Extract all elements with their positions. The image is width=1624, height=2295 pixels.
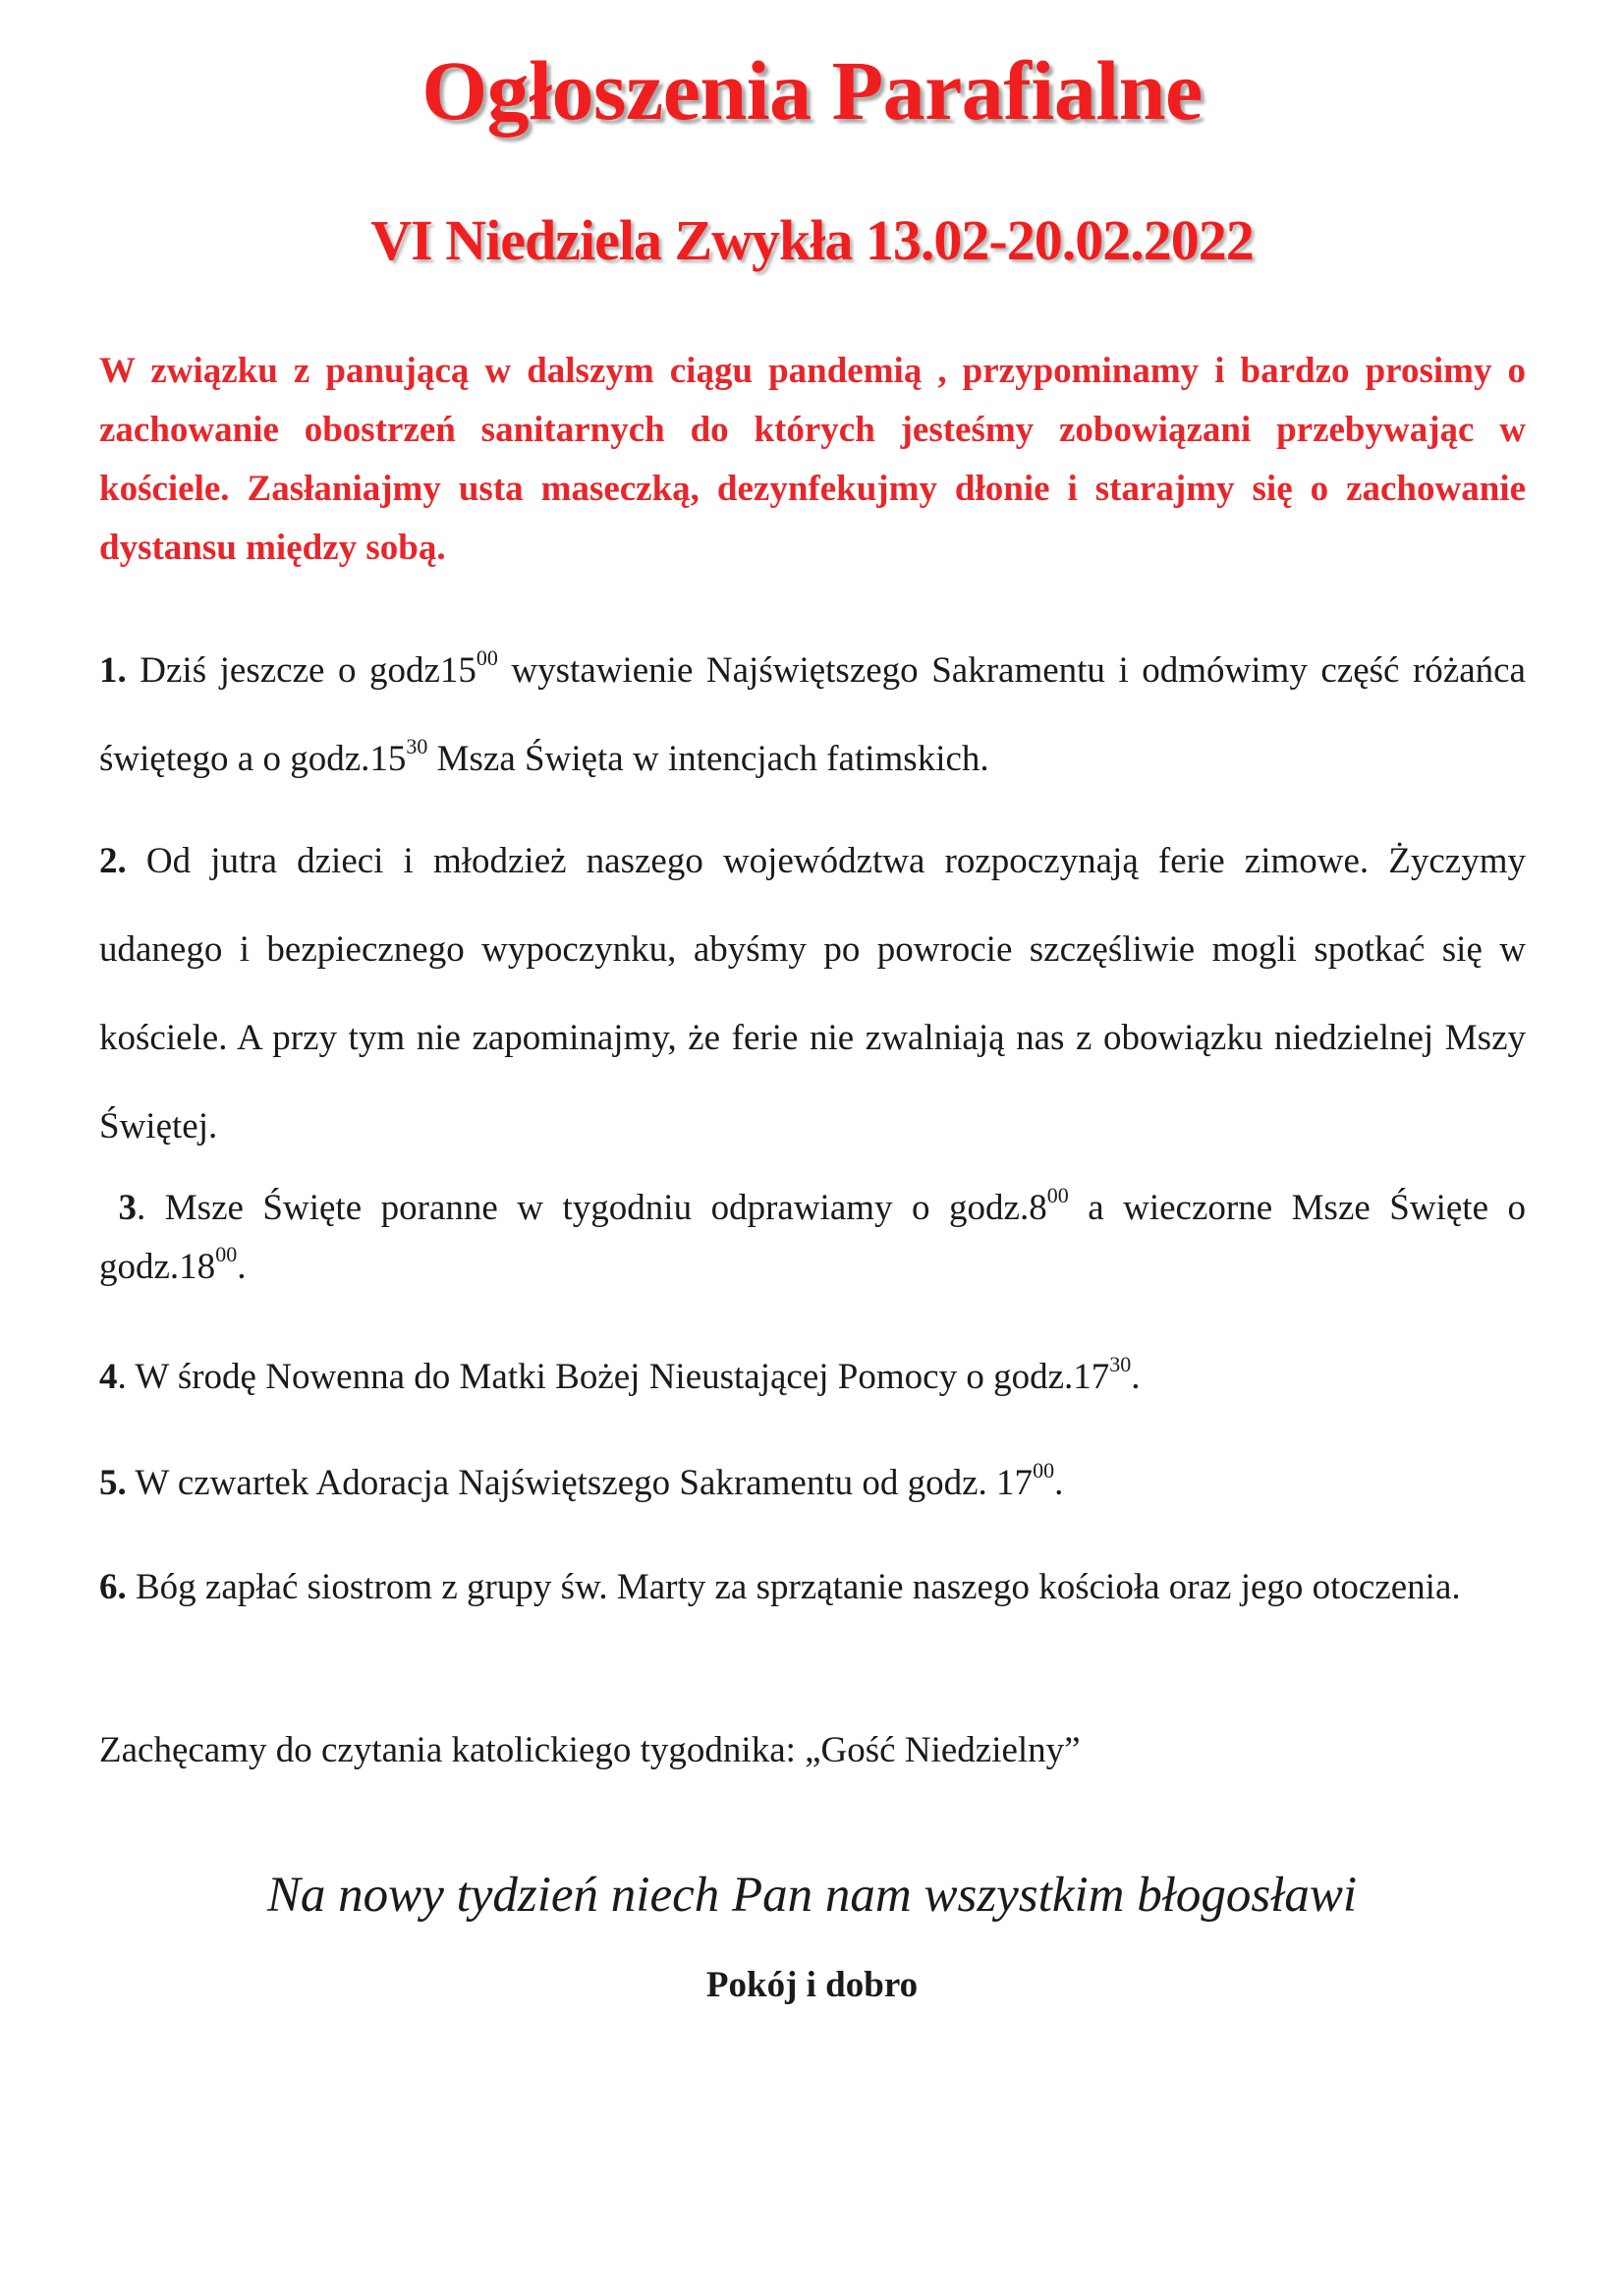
item-text: W czwartek Adoracja Najświętszego Sakramentu od godz. 17: [126, 1463, 1034, 1503]
item-number: 4: [99, 1357, 118, 1397]
time-minutes: 30: [406, 733, 428, 758]
item-text: a wieczorne Msze Święte o godz.18: [99, 1188, 1526, 1287]
pandemic-warning: W związku z panującą w dalszym ciągu pandemią , przypominamy i bardzo prosimy o zachowanie obostrzeń sanitarnych do których jesteśmy zobowiązani przebywając w kościele. Zasłaniajmy usta maseczką, dezynfekujmy dłonie i starajmy się o zachowanie dystansu między sobą.: [99, 351, 1526, 568]
item-text: .: [1054, 1463, 1064, 1503]
item-text: wystawienie Najświętszego Sakramentu i odmówimy część różańca świętego a o godz.15: [99, 650, 1526, 779]
announcement-item-1: [99, 627, 1526, 804]
time-minutes: 30: [1109, 1351, 1132, 1376]
item-text: Dziś jeszcze o godz15: [126, 650, 476, 691]
blessing-text: Na nowy tydzień niech Pan nam wszystkim błogosławi: [266, 1868, 1358, 1923]
item-number: 5.: [99, 1463, 127, 1503]
page-title: Ogłoszenia Parafialne: [421, 43, 1203, 138]
item-text: Od jutra dzieci i młodzież naszego województwa rozpoczynają ferie zimowe. Życzymy udanego i bezpiecznego wypoczynku, abyśmy po powrocie szczęśliwie mogli spotkać się w kościele. A przy tym nie zapominajmy, że ferie nie zwalniają nas z obowiązku niedzielnej Mszy Świętej.: [99, 841, 1526, 1147]
newspaper-invitation: Zachęcamy do czytania katolickiego tygodnika: „Gość Niedzielny”: [99, 1730, 1081, 1770]
page-subtitle: VI Niedziela Zwykła 13.02-20.02.2022: [370, 208, 1254, 272]
item-text: . Msze Święte poranne w tygodniu odprawiamy o godz.8: [137, 1188, 1047, 1228]
item-number: 2.: [99, 841, 127, 881]
item-text: .: [1131, 1357, 1141, 1397]
announcement-item-2: [99, 817, 1526, 1171]
time-minutes: 00: [215, 1241, 238, 1266]
item-text: Bóg zapłać siostrom z grupy św. Marty za sprzątanie naszego kościoła oraz jego otoczenia.: [126, 1567, 1461, 1607]
announcement-item-3: [99, 1179, 1526, 1297]
item-text: .: [237, 1247, 247, 1287]
item-text: Msza Święta w intencjach fatimskich.: [427, 739, 989, 779]
closing-text: Pokój i dobro: [705, 1965, 919, 2005]
item-number: 1.: [99, 650, 127, 691]
time-minutes: 00: [476, 644, 498, 670]
announcement-item-4: [99, 1348, 1526, 1407]
time-minutes: 00: [1033, 1457, 1055, 1483]
item-number: 6.: [99, 1567, 127, 1607]
announcement-item-5: [99, 1454, 1526, 1513]
announcement-item-6: [99, 1558, 1526, 1617]
item-text: . W środę Nowenna do Matki Bożej Nieustającej Pomocy o godz.17: [117, 1357, 1110, 1397]
item-number: 3: [118, 1188, 138, 1228]
time-minutes: 00: [1046, 1182, 1069, 1207]
